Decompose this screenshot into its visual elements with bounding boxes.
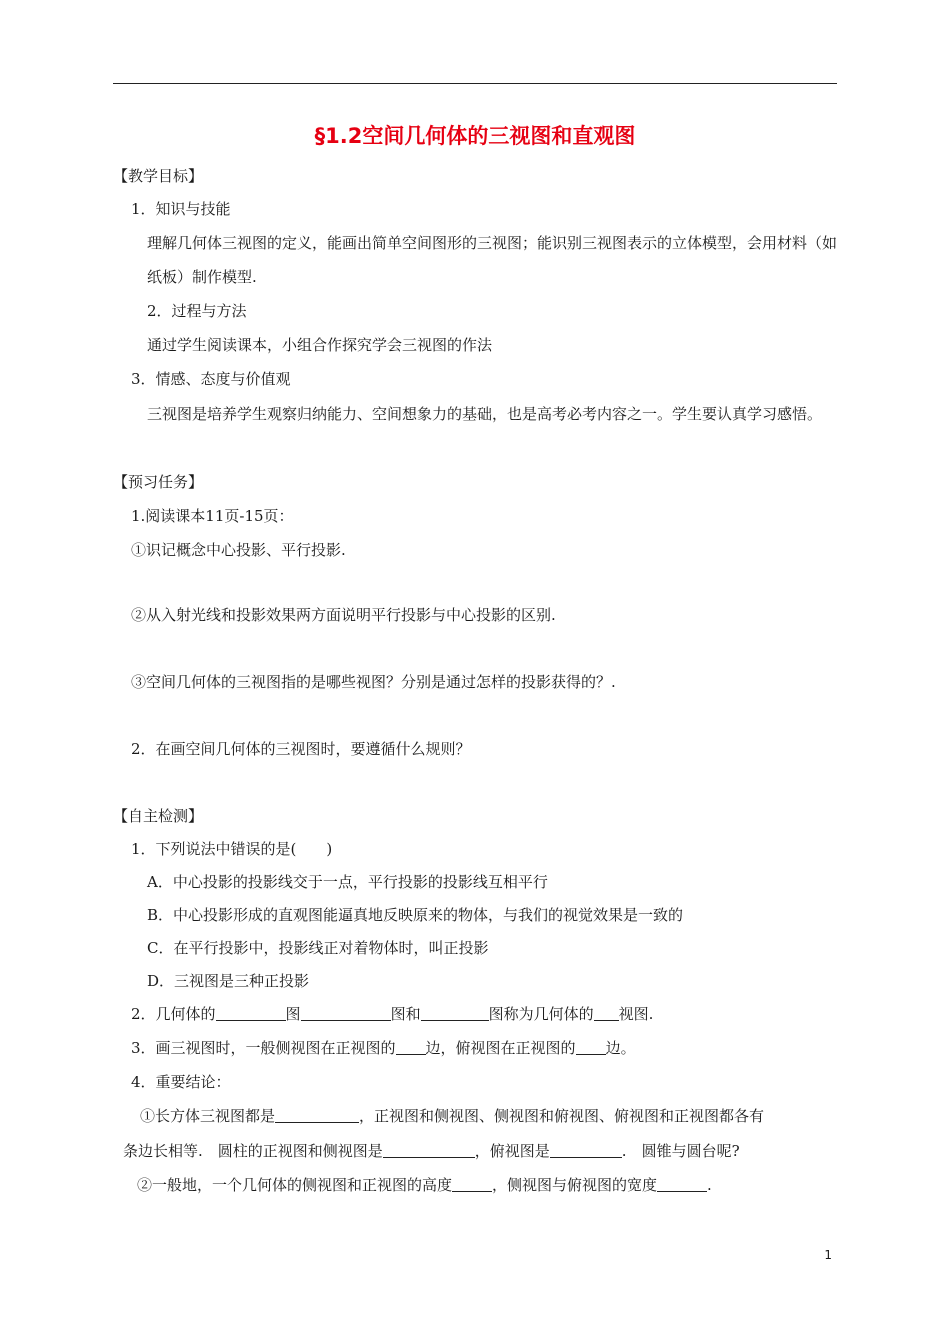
objective-1-text: 理解几何体三视图的定义，能画出简单空间图形的三视图；能识别三视图表示的立体模型，会用材料（如纸板）制作模型. (147, 234, 838, 286)
objective-1-title: 1．知识与技能 (131, 200, 231, 218)
answer-blank[interactable] (396, 1039, 426, 1055)
page-number: 1 (824, 1248, 832, 1262)
selfcheck-q4: 4．重要结论： (131, 1073, 231, 1091)
answer-blank[interactable] (383, 1142, 475, 1158)
objective-3-text: 三视图是培养学生观察归纳能力、空间想象力的基础，也是高考必考内容之一。学生要认真学习感悟。 (147, 405, 823, 423)
answer-blank[interactable] (301, 1005, 391, 1021)
objective-2-text: 通过学生阅读课本，小组合作探究学会三视图的作法 (147, 336, 493, 354)
answer-blank[interactable] (421, 1005, 489, 1021)
selfcheck-q3: 3．画三视图时，一般侧视图在正视图的 边，俯视图在正视图的 边。 (131, 1039, 636, 1057)
selfcheck-q2: 2．几何体的 图 图和 图称为几何体的 视图. (131, 1005, 654, 1023)
option-a: A．中心投影的投影线交于一点，平行投影的投影线互相平行 (147, 873, 548, 891)
answer-blank[interactable] (594, 1005, 619, 1021)
selfcheck-q4a-line1: ①长方体三视图都是 ，正视图和侧视图、侧视图和俯视图、俯视图和正视图都各有 (140, 1107, 765, 1125)
preview-header: 【预习任务】 (113, 473, 204, 491)
option-b: B．中心投影形成的直观图能逼真地反映原来的物体，与我们的视觉效果是一致的 (147, 906, 684, 924)
preview-q1b: ②从入射光线和投影效果两方面说明平行投影与中心投影的区别. (131, 606, 556, 624)
preview-q1a: ①识记概念中心投影、平行投影. (131, 541, 346, 559)
option-d: D．三视图是三种正投影 (147, 972, 310, 990)
answer-blank[interactable] (216, 1005, 286, 1021)
selfcheck-q1: 1．下列说法中错误的是( ) (131, 840, 333, 858)
page-title: §1.2空间几何体的三视图和直观图 (314, 124, 636, 148)
selfcheck-q4a-line2: 条边长相等. 圆柱的正视图和侧视图是 ，俯视图是 . 圆锥与圆台呢? (123, 1142, 740, 1160)
header-rule (113, 83, 837, 84)
preview-q1c: ③空间几何体的三视图指的是哪些视图？分别是通过怎样的投影获得的？. (131, 673, 616, 691)
answer-blank[interactable] (657, 1176, 707, 1192)
preview-q2: 2．在画空间几何体的三视图时，要遵循什么规则？ (131, 740, 471, 758)
answer-blank[interactable] (576, 1039, 606, 1055)
objective-3-title: 3．情感、态度与价值观 (131, 370, 291, 388)
selfcheck-q4b: ②一般地，一个几何体的侧视图和正视图的高度 ，侧视图与俯视图的宽度 . (137, 1176, 712, 1194)
selfcheck-header: 【自主检测】 (113, 807, 204, 825)
objectives-header: 【教学目标】 (113, 167, 204, 185)
answer-blank[interactable] (275, 1107, 359, 1123)
answer-blank[interactable] (550, 1142, 622, 1158)
option-c: C．在平行投影中，投影线正对着物体时，叫正投影 (147, 939, 489, 957)
objective-2-title: 2．过程与方法 (147, 302, 247, 320)
preview-q1: 1.阅读课本11页-15页： (131, 507, 294, 525)
answer-blank[interactable] (452, 1176, 492, 1192)
